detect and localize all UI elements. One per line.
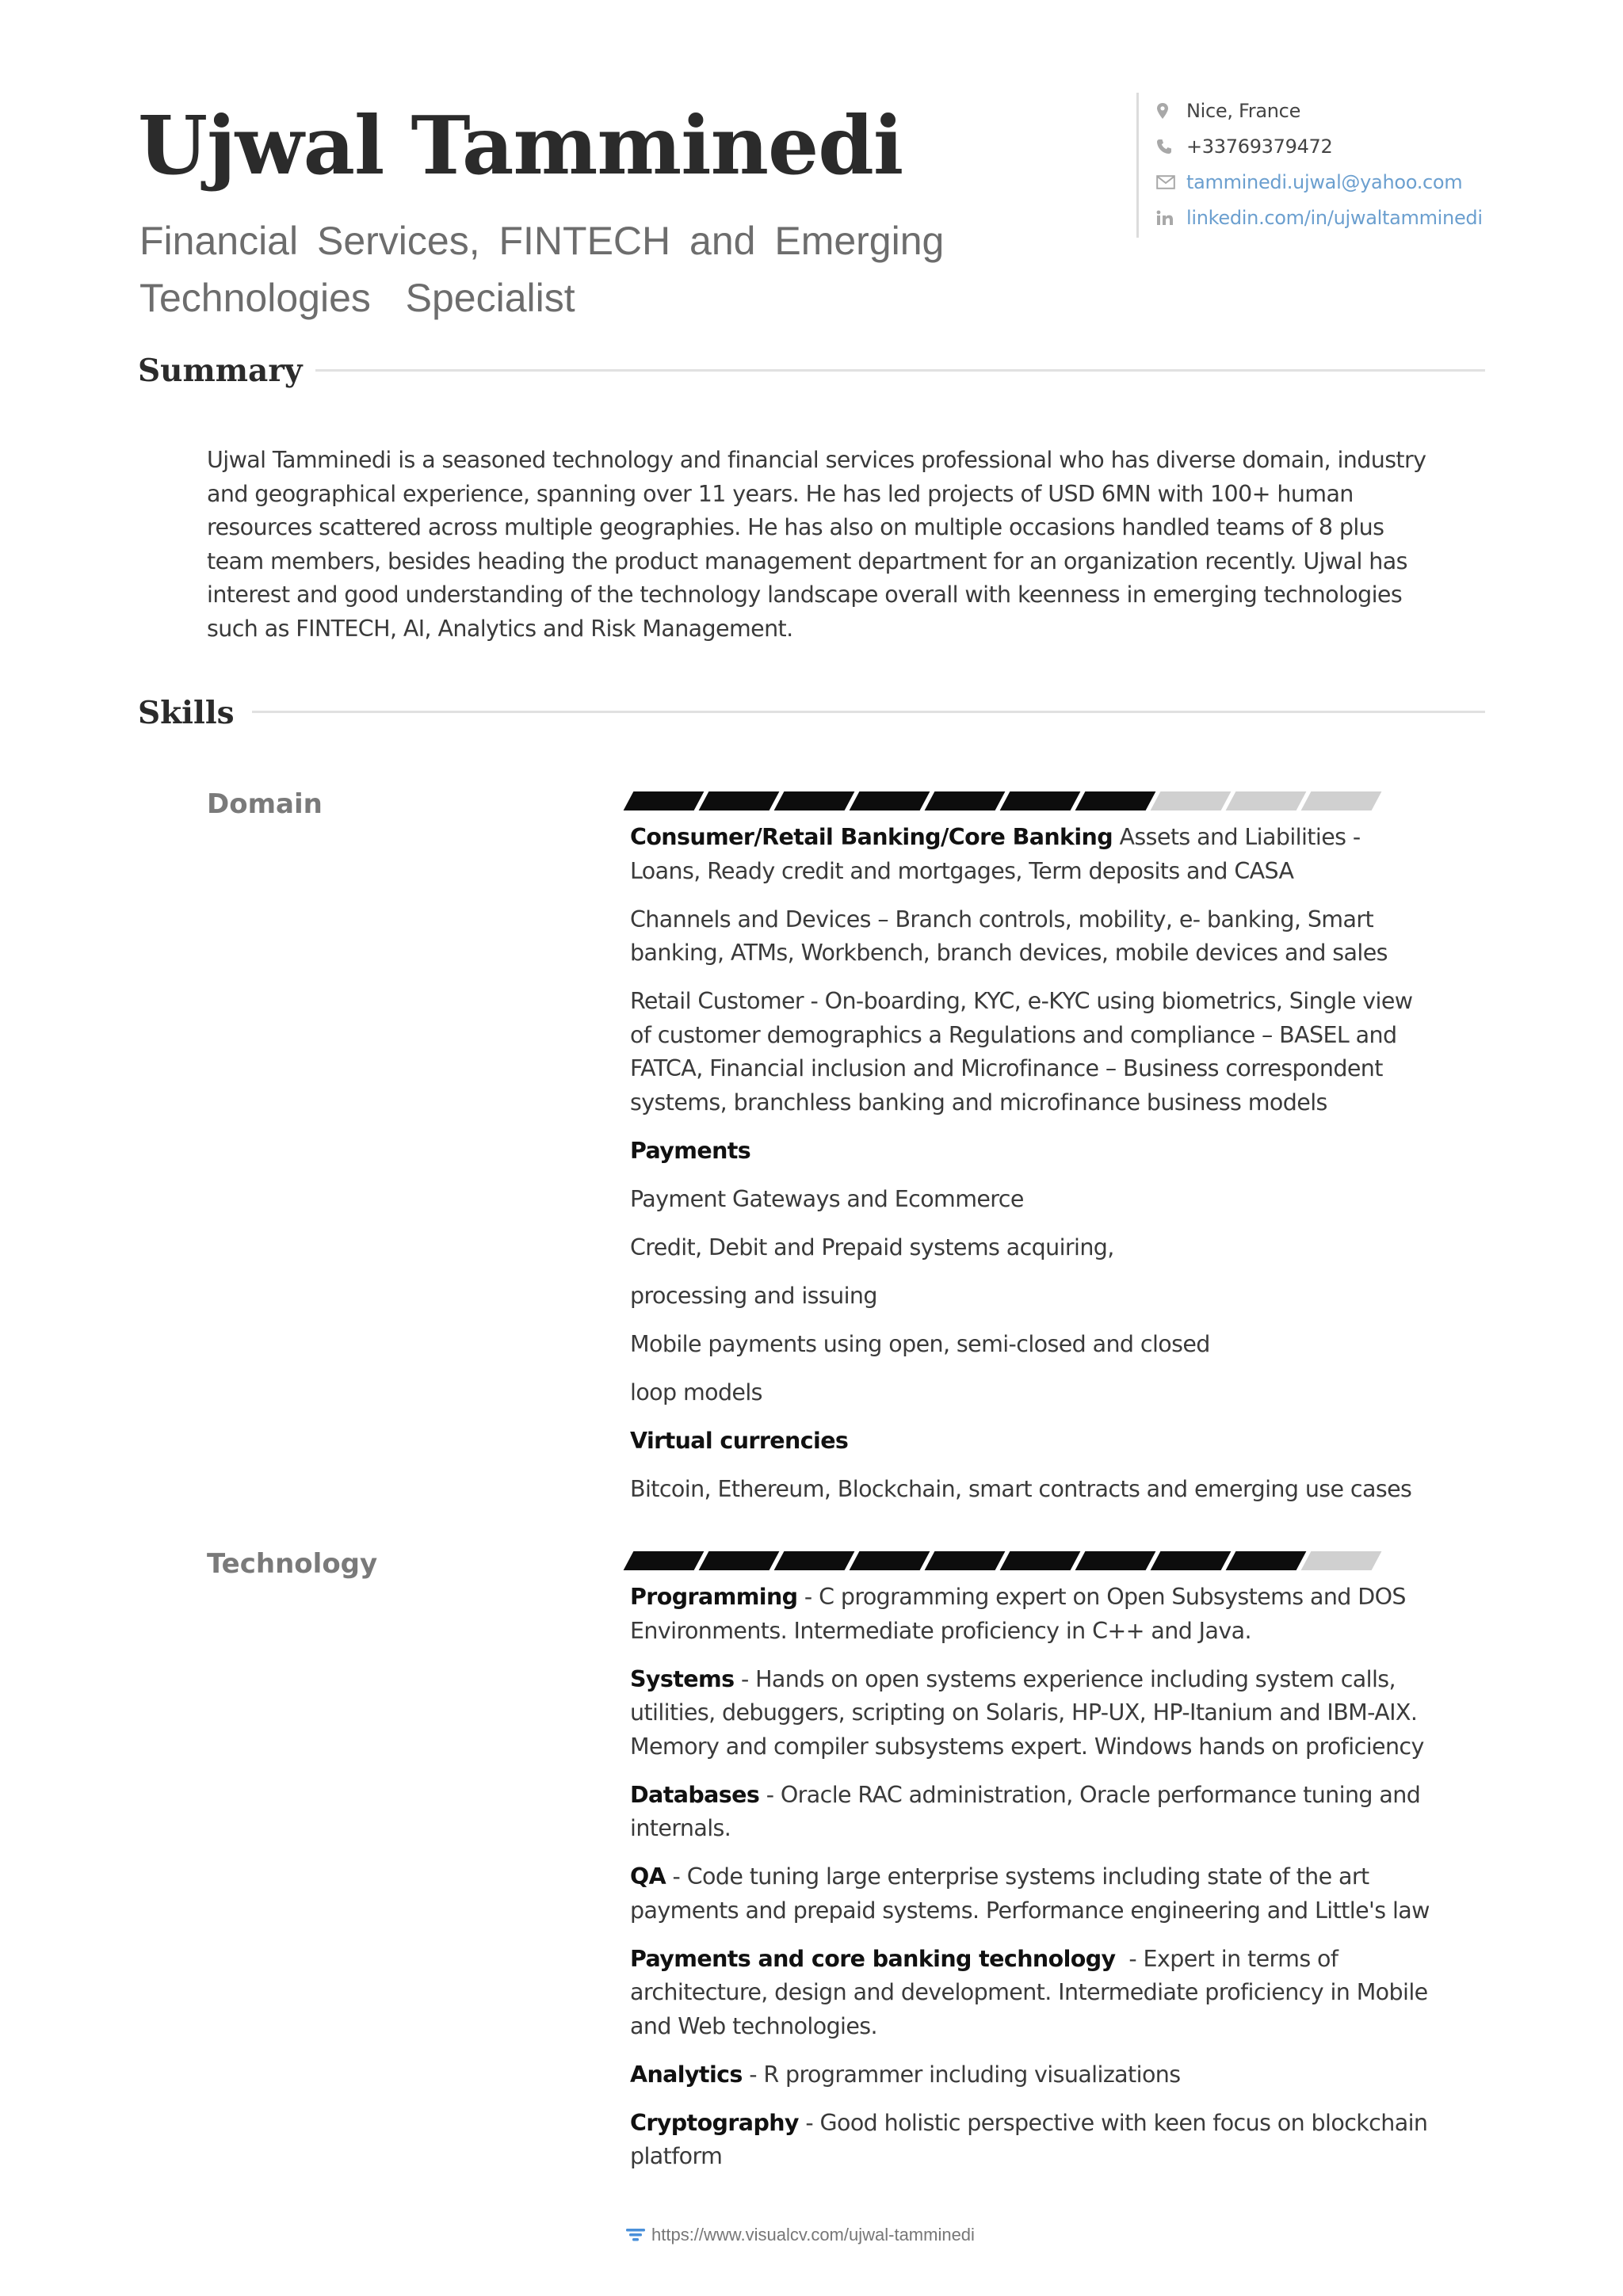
skill-level-segment-filled xyxy=(925,1551,1006,1570)
payments-item: Mobile payments using open, semi-closed and closed xyxy=(630,1330,1210,1357)
skill-level-segment-filled xyxy=(850,791,930,810)
skill-level-segment-filled xyxy=(699,1551,780,1570)
summary-heading: Summary xyxy=(138,353,303,389)
domain-skill-level-bar xyxy=(628,791,1381,810)
footer-url[interactable]: https://www.visualcv.com/ujwal-tamminedi xyxy=(651,2225,975,2245)
skill-level-segment-empty xyxy=(1301,1551,1382,1570)
tech-item-title: Systems xyxy=(630,1665,735,1692)
tech-item-payments-core-banking xyxy=(630,1943,1435,2044)
payments-item: processing and issuing xyxy=(630,1282,877,1309)
skill-level-segment-filled xyxy=(1000,791,1081,810)
skill-level-segment-empty xyxy=(1301,791,1382,810)
technology-skill-level-bar xyxy=(628,1551,1381,1570)
summary-divider xyxy=(315,369,1485,372)
skill-label-domain: Domain xyxy=(207,788,323,820)
contact-linkedin[interactable] xyxy=(1156,200,1483,235)
tech-item-databases xyxy=(630,1779,1430,1846)
skill-level-segment-filled xyxy=(1000,1551,1081,1570)
location-pin-icon xyxy=(1156,99,1180,123)
title-line-2: Technologies Specialist xyxy=(139,276,575,320)
tech-item-systems xyxy=(630,1663,1430,1764)
envelope-icon xyxy=(1156,170,1180,194)
linkedin-link[interactable]: linkedin.com/in/ujwaltamminedi xyxy=(1186,206,1483,229)
skill-level-segment-filled xyxy=(1226,1551,1307,1570)
footer xyxy=(626,2225,975,2245)
tech-item-text: - Oracle RAC administration, Oracle performance tuning and internals. xyxy=(630,1781,1427,1841)
skill-level-segment-empty xyxy=(1151,791,1232,810)
skill-level-segment-filled xyxy=(1075,1551,1156,1570)
skill-level-segment-empty xyxy=(1226,791,1307,810)
tech-item-text: - C programming expert on Open Subsystems and DOS Environments. Intermediate proficiency in C++ and Java. xyxy=(630,1584,1413,1644)
phone-text: +33769379472 xyxy=(1186,135,1333,158)
skill-level-segment-filled xyxy=(850,1551,930,1570)
skill-level-segment-filled xyxy=(774,791,855,810)
payments-item: Credit, Debit and Prepaid systems acquiring, xyxy=(630,1234,1114,1261)
domain-retail: Retail Customer - On-boarding, KYC, e-KYC using biometrics, Single view of customer demographics a Regulations and compliance – BASEL and FATCA, Financial inclusion and Microfinance – Business correspondent systems, branchless banking and microfinance business models xyxy=(630,988,1413,1116)
skill-label-technology: Technology xyxy=(207,1548,378,1580)
linkedin-icon xyxy=(1156,206,1180,230)
skill-level-segment-filled xyxy=(925,791,1006,810)
skill-level-segment-filled xyxy=(624,791,705,810)
skill-level-segment-filled xyxy=(699,791,780,810)
contact-location xyxy=(1156,93,1300,128)
location-text: Nice, France xyxy=(1186,99,1301,122)
visualcv-logo-icon xyxy=(626,2227,645,2243)
tech-item-title: Analytics xyxy=(630,2061,743,2088)
payments-item: loop models xyxy=(630,1379,762,1405)
contact-info xyxy=(1136,93,1583,238)
tech-item-text: - Good holistic perspective with keen focus on blockchain platform xyxy=(630,2109,1434,2169)
payments-heading xyxy=(630,1135,1430,1169)
skills-divider xyxy=(252,711,1485,713)
virtual-currencies-heading xyxy=(630,1425,1430,1459)
tech-item-title: Programming xyxy=(630,1584,798,1610)
domain-banking-text: Assets and Liabilities - Loans, Ready credit and mortgages, Term deposits and CASA xyxy=(630,824,1367,884)
virtual-currencies-item: Bitcoin, Ethereum, Blockchain, smart contracts and emerging use cases xyxy=(630,1475,1412,1502)
skill-level-segment-filled xyxy=(774,1551,855,1570)
candidate-name: Ujwal Tamminedi xyxy=(138,98,903,193)
domain-skill-details xyxy=(630,821,1430,1521)
title-line-1: Financial Services, FINTECH and Emerging xyxy=(139,219,945,263)
tech-item-title: Databases xyxy=(630,1781,760,1808)
payments-item: Payment Gateways and Ecommerce xyxy=(630,1185,1024,1212)
tech-item-text: - R programmer including visualizations xyxy=(742,2061,1181,2088)
payments-heading-text: Payments xyxy=(630,1137,751,1164)
email-link[interactable]: tamminedi.ujwal@yahoo.com xyxy=(1186,170,1463,193)
phone-icon xyxy=(1156,135,1180,158)
skill-level-segment-filled xyxy=(1151,1551,1232,1570)
contact-phone xyxy=(1156,128,1332,164)
skills-heading: Skills xyxy=(138,695,235,731)
domain-banking xyxy=(630,821,1430,888)
professional-title xyxy=(139,212,980,326)
tech-item-title: Cryptography xyxy=(630,2109,799,2136)
skill-level-segment-filled xyxy=(1075,791,1156,810)
tech-item-cryptography xyxy=(630,2107,1434,2174)
tech-item-title: Payments and core banking technology xyxy=(630,1945,1116,1972)
tech-item-qa xyxy=(630,1860,1430,1928)
virtual-currencies-heading-text: Virtual currencies xyxy=(630,1427,849,1454)
skill-level-segment-filled xyxy=(624,1551,705,1570)
contact-email[interactable] xyxy=(1156,164,1462,200)
summary-text: Ujwal Tamminedi is a seasoned technology and financial services professional who has diverse domain, industry and geographical experience, spanning over 11 years. He has led projects of USD 6MN with 100+ human resources scattered across multiple geographies. He has also on multiple occasions handled teams of 8 plus team members, besides heading the product management department for an organization recently. Ujwal has interest and good understanding of the technology landscape overall with keenness in emerging technologies such as FINTECH, AI, Analytics and Risk Management. xyxy=(207,447,1426,642)
tech-item-analytics xyxy=(630,2058,1430,2092)
tech-item-text: - Code tuning large enterprise systems including state of the art payments and prepaid systems. Performance engineering and Little's law xyxy=(630,1863,1430,1924)
domain-channels: Channels and Devices – Branch controls, mobility, e- banking, Smart banking, ATMs, Workbench, branch devices, mobile devices and sales xyxy=(630,906,1388,966)
tech-item-title: QA xyxy=(630,1863,666,1890)
technology-skill-details xyxy=(630,1581,1435,2188)
domain-banking-title: Consumer/Retail Banking/Core Banking xyxy=(630,824,1113,850)
tech-item-text: - Hands on open systems experience including system calls, utilities, debuggers, scripting on Solaris, HP-UX, HP-Itanium and IBM-AIX. Memory and compiler subsystems expert. Windows hands on proficiency xyxy=(630,1665,1424,1760)
tech-item-programming xyxy=(630,1581,1430,1648)
tech-item-text: - Expert in terms of architecture, design and development. Intermediate proficiency in Mobile and Web technologies. xyxy=(630,1945,1435,2039)
